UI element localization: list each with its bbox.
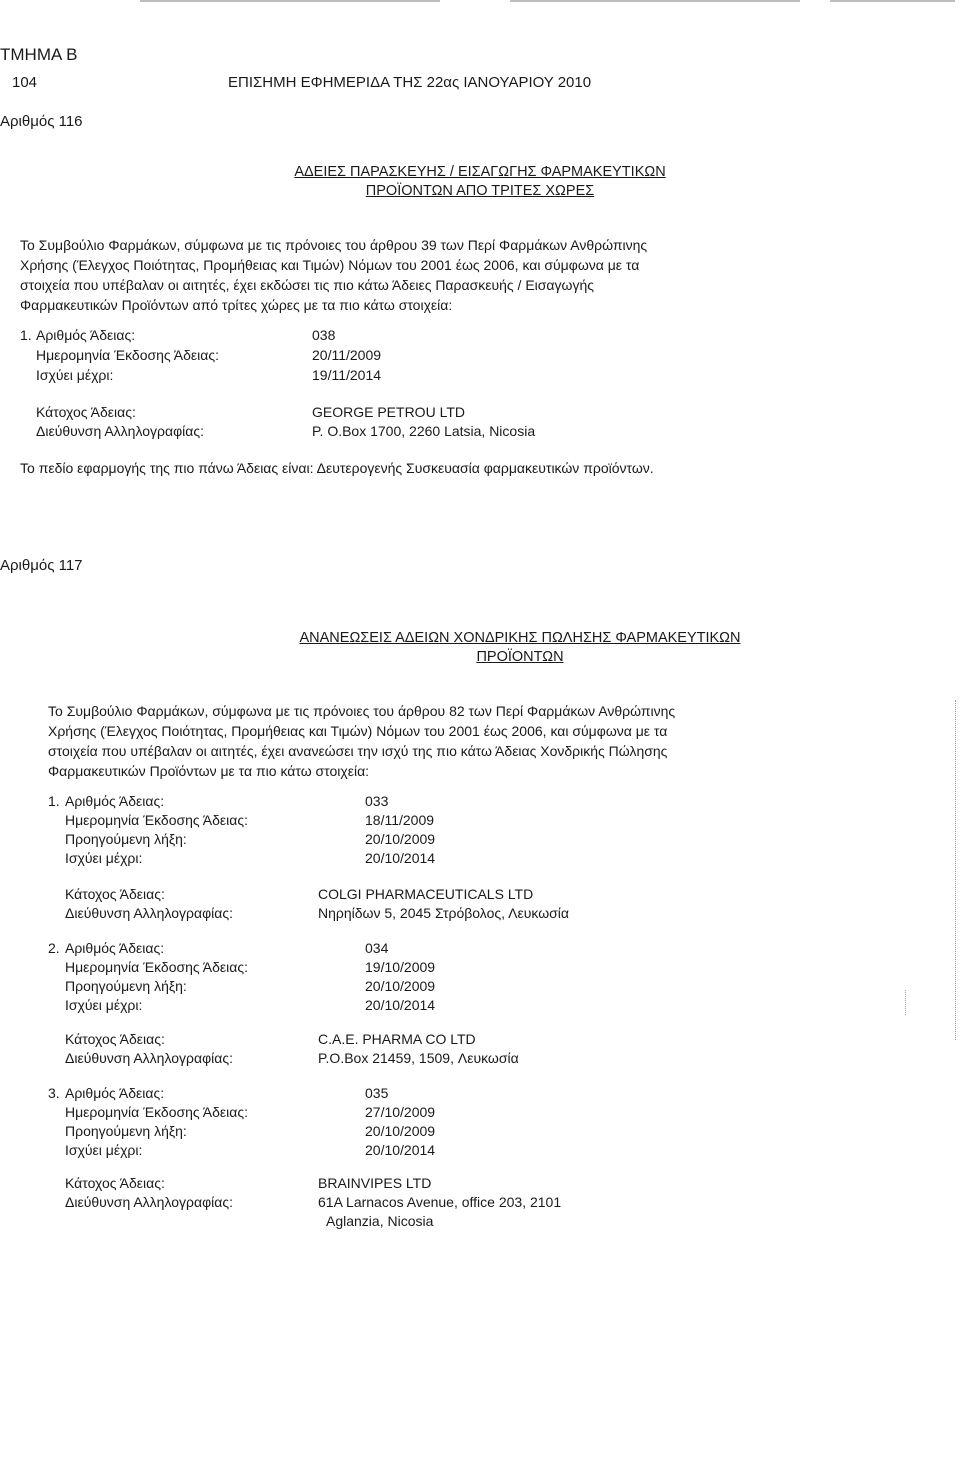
gazette-title: ΕΠΙΣΗΜΗ ΕΦΗΜΕΡΙΔΑ ΤΗΣ 22ας ΙΑΝΟΥΑΡΙΟΥ 2010 bbox=[228, 74, 592, 91]
label-valid-until: Ισχύει μέχρι: bbox=[65, 1142, 143, 1158]
notice-116-intro-line: Χρήσης (Έλεγχος Ποιότητας, Προμήθειας και Τιμών) Νόμων του 2001 έως 2006, και σύμφωνα με τα bbox=[20, 257, 640, 273]
notice-116-intro-line: Το Συμβούλιο Φαρμάκων, σύμφωνα με τις πρόνοιες του άρθρου 39 των Περί Φαρμάκων Ανθρώπινης bbox=[20, 237, 648, 253]
label-address: Διεύθυνση Αλληλογραφίας: bbox=[65, 1194, 234, 1210]
issue-date-value: 20/11/2009 bbox=[312, 347, 382, 363]
notice-117-intro-line: Το Συμβούλιο Φαρμάκων, σύμφωνα με τις πρόνοιες του άρθρου 82 των Περί Φαρμάκων Ανθρώπινης bbox=[48, 703, 676, 719]
entry-index: 2. bbox=[48, 940, 60, 956]
valid-until-value: 19/11/2014 bbox=[312, 367, 382, 383]
label-licence-no: Αριθμός Άδειας: bbox=[65, 793, 165, 809]
address-value: 61A Larnacos Avenue, office 203, 2101 bbox=[318, 1194, 562, 1210]
notice-117-intro-line: Χρήσης (Έλεγχος Ποιότητας, Προμήθειας και Τιμών) Νόμων του 2001 έως 2006, και σύμφωνα με τα bbox=[48, 723, 668, 739]
entry-index: 1. bbox=[20, 327, 32, 343]
notice-117-title-line1: ΑΝΑΝΕΩΣΕΙΣ ΑΔΕΙΩΝ ΧΟΝΔΡΙΚΗΣ ΠΩΛΗΣΗΣ ΦΑΡΜΑΚΕΥΤΙΚΩΝ bbox=[299, 630, 741, 646]
label-licence-no: Αριθμός Άδειας: bbox=[65, 1085, 165, 1101]
address-value: P.O.Box 21459, 1509, Λευκωσία bbox=[318, 1050, 519, 1066]
label-valid-until: Ισχύει μέχρι: bbox=[65, 850, 143, 866]
notice-117-intro-line: στοιχεία που υπέβαλαν οι αιτητές, έχει ανανεώσει την ισχύ της πιο κάτω Άδειας Χονδρικής Πώλησης bbox=[48, 743, 668, 759]
scan-noise bbox=[140, 0, 440, 2]
notice-116-intro-line: Φαρμακευτικών Προϊόντων από τρίτες χώρες με τα πιο κάτω στοιχεία: bbox=[20, 297, 453, 313]
label-holder: Κάτοχος Άδειας: bbox=[36, 404, 136, 420]
issue-date-value: 18/11/2009 bbox=[365, 812, 435, 828]
valid-until-value: 20/10/2014 bbox=[365, 850, 436, 866]
entry-index: 3. bbox=[48, 1085, 60, 1101]
label-issue-date: Ημερομηνία Έκδοσης Άδειας: bbox=[65, 1104, 249, 1120]
notice-116-intro-line: στοιχεία που υπέβαλαν οι αιτητές, έχει εκδώσει τις πιο κάτω Άδειες Παρασκευής / Εισαγωγής bbox=[20, 277, 594, 293]
label-holder: Κάτοχος Άδειας: bbox=[65, 886, 165, 902]
label-holder: Κάτοχος Άδειας: bbox=[65, 1031, 165, 1047]
previous-expiry-value: 20/10/2009 bbox=[365, 831, 436, 847]
label-licence-no: Αριθμός Άδειας: bbox=[36, 327, 136, 343]
label-previous-expiry: Προηγούμενη λήξη: bbox=[65, 978, 187, 994]
label-licence-no: Αριθμός Άδειας: bbox=[65, 940, 165, 956]
scan-noise bbox=[830, 0, 955, 2]
notice-number-116: Αριθμός 116 bbox=[0, 113, 83, 130]
scan-noise bbox=[510, 0, 800, 2]
label-previous-expiry: Προηγούμενη λήξη: bbox=[65, 1123, 187, 1139]
section-label: ΤΜΗΜΑ Β bbox=[0, 45, 78, 64]
entry-index: 1. bbox=[48, 793, 60, 809]
label-holder: Κάτοχος Άδειας: bbox=[65, 1175, 165, 1191]
issue-date-value: 19/10/2009 bbox=[365, 959, 436, 975]
holder-value: BRAINVIPES LTD bbox=[318, 1175, 432, 1191]
previous-expiry-value: 20/10/2009 bbox=[365, 978, 436, 994]
holder-value: GEORGE PETROU LTD bbox=[312, 404, 465, 420]
previous-expiry-value: 20/10/2009 bbox=[365, 1123, 436, 1139]
label-issue-date: Ημερομηνία Έκδοσης Άδειας: bbox=[65, 959, 249, 975]
notice-116-title-line1: ΑΔΕΙΕΣ ΠΑΡΑΣΚΕΥΗΣ / ΕΙΣΑΓΩΓΗΣ ΦΑΡΜΑΚΕΥΤΙΚΩΝ bbox=[294, 164, 666, 180]
address-value: Νηρηίδων 5, 2045 Στρόβολος, Λευκωσία bbox=[318, 905, 569, 921]
label-address: Διεύθυνση Αλληλογραφίας: bbox=[36, 423, 205, 439]
notice-116-title-line2: ΠΡΟΪΟΝΤΩΝ ΑΠΟ ΤΡΙΤΕΣ ΧΩΡΕΣ bbox=[365, 183, 595, 199]
licence-no-value: 035 bbox=[365, 1085, 389, 1101]
page-number: 104 bbox=[12, 74, 38, 91]
label-valid-until: Ισχύει μέχρι: bbox=[36, 367, 114, 383]
label-previous-expiry: Προηγούμενη λήξη: bbox=[65, 831, 187, 847]
address-value-line2: Aglanzia, Nicosia bbox=[326, 1213, 434, 1229]
label-issue-date: Ημερομηνία Έκδοσης Άδειας: bbox=[36, 347, 220, 363]
address-value: P. O.Box 1700, 2260 Latsia, Nicosia bbox=[312, 423, 536, 439]
label-issue-date: Ημερομηνία Έκδοσης Άδειας: bbox=[65, 812, 249, 828]
notice-117-title-line2: ΠΡΟΪΟΝΤΩΝ bbox=[476, 649, 564, 665]
notice-116-scope: Το πεδίο εφαρμογής της πιο πάνω Άδειας είναι: Δευτερογενής Συσκευασία φαρμακευτικών προϊόντων. bbox=[20, 460, 654, 476]
licence-no-value: 038 bbox=[312, 327, 336, 343]
label-valid-until: Ισχύει μέχρι: bbox=[65, 997, 143, 1013]
label-address: Διεύθυνση Αλληλογραφίας: bbox=[65, 1050, 234, 1066]
holder-value: C.A.E. PHARMA CO LTD bbox=[318, 1031, 476, 1047]
issue-date-value: 27/10/2009 bbox=[365, 1104, 436, 1120]
holder-value: COLGI PHARMACEUTICALS LTD bbox=[318, 886, 534, 902]
notice-117-intro-line: Φαρμακευτικών Προϊόντων με τα πιο κάτω στοιχεία: bbox=[48, 763, 370, 779]
label-address: Διεύθυνση Αλληλογραφίας: bbox=[65, 905, 234, 921]
licence-no-value: 034 bbox=[365, 940, 389, 956]
licence-no-value: 033 bbox=[365, 793, 389, 809]
valid-until-value: 20/10/2014 bbox=[365, 997, 436, 1013]
scan-margin-dots bbox=[955, 700, 956, 1040]
scan-margin-dots bbox=[905, 990, 906, 1015]
notice-number-117: Αριθμός 117 bbox=[0, 557, 83, 574]
valid-until-value: 20/10/2014 bbox=[365, 1142, 436, 1158]
